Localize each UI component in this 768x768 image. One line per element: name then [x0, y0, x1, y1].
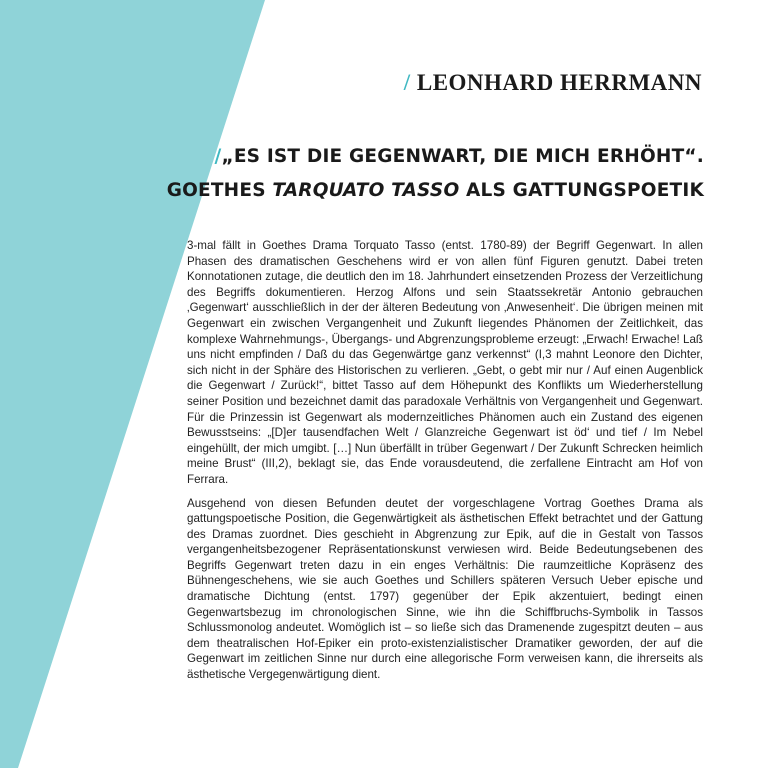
abstract-paragraph-2: Ausgehend von diesen Befunden deutet der vorgeschlagene Vortrag Goethes Drama als gattungspoetische Position, die Gegenwärtigkeit als ästhetischen Effekt betrachtet und der Gattung des Dramas zuordnet. Dies geschieht in Abgrenzung zur Epik, auf die in Gestalt von Tassos vergangenheitsbezogener Repräsentationskunst verwiesen wird. Beide Bedeutungsebenen des Begriffs Gegenwart treten dazu in ein enges Verhältnis: Die raumzeitliche Kopräsenz des Bühnengeschehens, wie sie auch Goethes und Schillers späteren Versuch Ueber epische und dramatische Dichtung (entst. 1797) gegenüber der Epik akzentuiert, bedingt einen Gegenwartsbezug im chronologischen Sinne, wie ihn die Schiffbruchs-Symbolik in Tassos Schlussmonolog andeutet. Womöglich ist – so ließe sich das Dramenende zugespitzt deuten – aus dem theatralischen Hof-Epiker ein proto-existenzialistischer Dramatiker geworden, der auf die Gegenwart im zeitlichen Sinne nur durch eine allegorische Form verweisen kann, die ihrerseits als ästhetische Vergegenwärtigung dient.	[187, 496, 703, 682]
title-line-2-italic: TARQUATO TASSO	[272, 180, 460, 201]
author-text: LEONHARD HERRMANN	[416, 70, 702, 95]
title-line-1	[167, 140, 704, 174]
title-line-1-text: „ES IST DIE GEGENWART, DIE MICH ERHÖHT“.	[221, 146, 704, 167]
author-name	[404, 70, 702, 96]
title-line-2	[167, 174, 704, 208]
title-slash: /	[214, 146, 222, 167]
abstract-paragraph-1: 3-mal fällt in Goethes Drama Torquato Tasso (entst. 1780-89) der Begriff Gegenwart. In allen Phasen des dramatischen Geschehens wird er von allen fünf Figuren genutzt. Dabei treten Konnotationen zutage, die deutlich den im 18. Jahrhundert einsetzenden Prozess der Verzeitlichung des Begriffs dokumentieren. Herzog Alfons und sein Staatssekretär Antonio gebrauchen ‚Gegenwart‘ ausschließlich in der der älteren Bedeutung von ‚Anwesenheit‘. Die übrigen meinen mit Gegenwart ein zwischen Vergangenheit und Zukunft liegendes Phänomen der Zeitlichkeit, das komplexe Wahrnehmungs-, Übergangs- und Abgrenzungsprobleme erzeugt: „Erwach! Erwache! Laß uns nicht empfinden / Daß du das Gegenwärtge ganz verkennst“ (I,3 mahnt Leonore den Dichter, sich nicht in der Sphäre des Historischen zu verlieren. „Gebt, o gebt mir nur / Auf einen Augenblick die Gegenwart / Zurück!“, bittet Tasso auf dem Höhepunkt des Konflikts um Wiederherstellung seiner Position und bezeichnet damit das paradoxale Verhältnis von Vergangenheit und Gegenwart. Für die Prinzessin ist Gegenwart als modernzeitliches Phänomen auch ein Zustand des eigenen Bewusstseins: „[D]er tausendfachen Welt / Glanzreiche Gegenwart ist öd‘ und tief / Im Nebel eingehüllt, der mich umgibt. […] Nun überfällt in trüber Gegenwart / Der Zukunft Schrecken heimlich meine Brust“ (III,2), beklagt sie, das Ende vorausdeutend, die zerfallene Eintracht am Hof von Ferrara.	[187, 239, 703, 486]
talk-title	[167, 140, 704, 208]
abstract-body	[187, 238, 703, 691]
author-slash: /	[403, 70, 411, 95]
title-line-2-pre: GOETHES	[166, 180, 273, 201]
title-line-2-post: ALS GATTUNGSPOETIK	[459, 180, 704, 201]
